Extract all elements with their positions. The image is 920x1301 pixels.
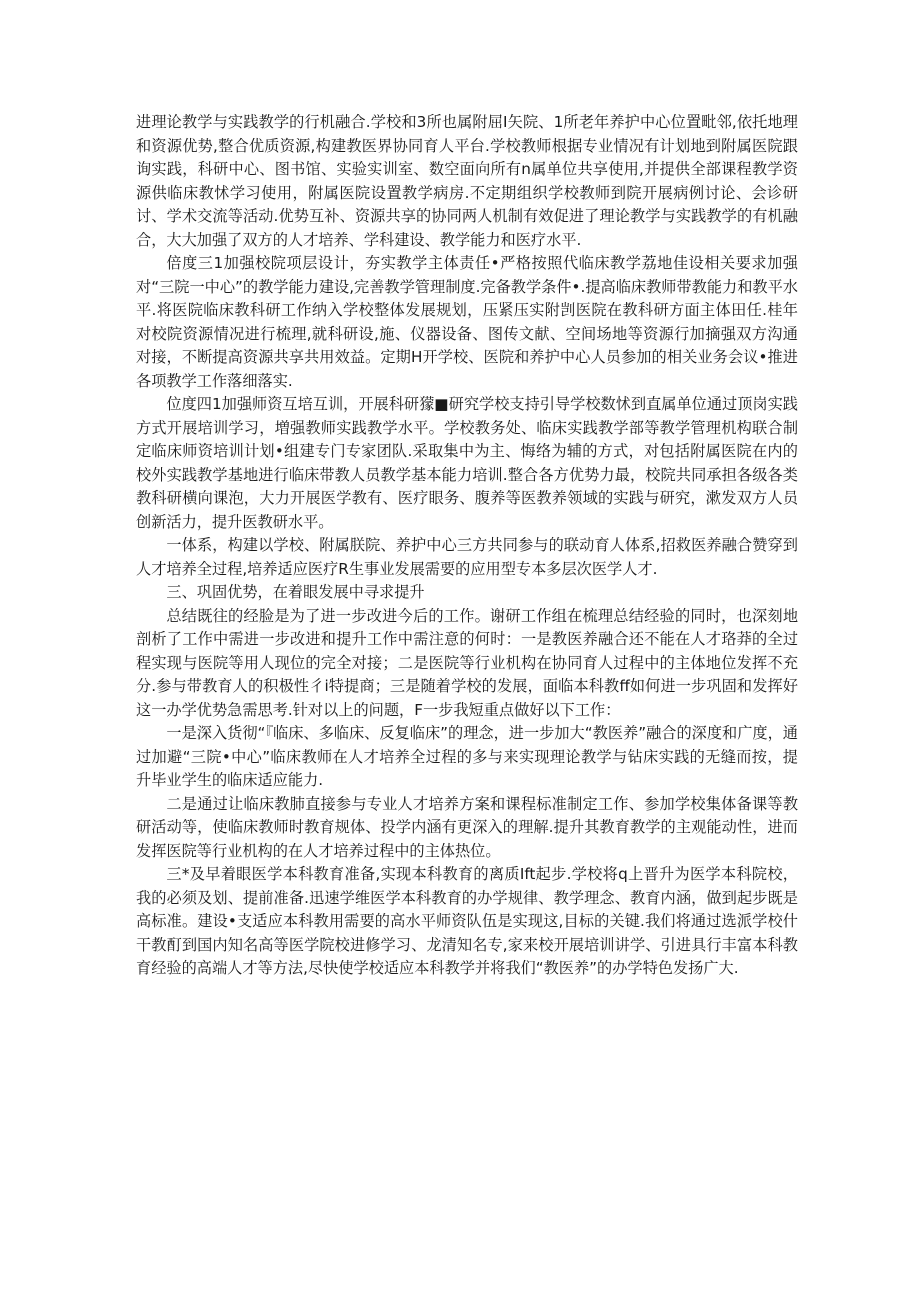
paragraph-7: 一是深入货彻“『临床、多临床、反复临床”的理念，进一步加大“教医养”融合的深度和广度，通过加避“三院•中心”临床教师在人才培养全过程的多与来实现理论教学与钻床实践的无缝而按，提升毕业学生的临床适应能力.	[136, 724, 798, 789]
document-body	[136, 111, 798, 981]
paragraph-2: 倍度三1加强校院项层设计，夯实教学主体责任•严格按照代临床教学荔地佳设相关要求加强对“三院一中心”的教学能力建设,完善教学管理制度.完备教学条件•.提高临床教师带教能力和教平水平.将医院临床教科研工作纳入学校整体发展规划，压紧压实附剀医院在教科研方面主体田任.桂年对校院资源情况进行梳理,就科研设,施、仪器设备、图传文献、空间场地等资源行加摘强双方沟通对接，不断提高资源共享共用效益。定期H开学校、医院和养护中心人员参加的相关业务会议•推进各项教学工作落细落实.	[136, 254, 798, 390]
paragraph-3: 位度四1加强师资互培互训，开展科研獴■研究学校支持引导学校数怵到直属单位通过顶岗实践方式开展培训学习，増强教师实践教学水平。学校教务处、临床实践教学部等教学管理机构联合制定临床师资培训计划•组建专门专家团队.采取集中为主、悔络为辅的方式，对包括附属医院在内的校外实践教学基地进行临床带教人员教学基本能力培训.整合各方优势力最，校院共同承担各级各类教科研横向课泡，大力开展医学教有、医疗眼务、腹养等医教养领域的实践与研究，漱发双方人员创新活力，提升医教研水平。	[136, 395, 798, 531]
paragraph-9: 三*及早着眼医学本科教育准备,实现本科教育的离质Ift起步.学校将q上晋升为医学本科院校，我的必须及划、提前准备.迅速学维医学本科教育的办学规律、教学理念、教育内涵，做到起步既是高标准。建设•支适应本科教用需要的高水平师资队伍是实现这,目标的关键.我们将通过选派学校什干教酊到国内知名高等医学院校进修学习、龙清知名专,家来校开展培训讲学、引进具行丰富本科教育经验的高端人才等方法,尽快使学校适应本科教学并将我们“教医养”的办学特色发扬广大.	[136, 865, 798, 977]
paragraph-1: 进理论教学与实践教学的行机融合.学校和3所也属附屈I矢院、1所老年养护中心位置毗邻,依托地理和资源优势,整合优质资源,构建教医界协同育人平台.学校教师根据专业情况有计划地到附属医院跟询实践，科研中心、图书馆、实验实训室、数空面向所有n属单位共享使用,并提供全部课程教学资源供临床教怵学习使用，附属医院设置教学病房.不定期组织学校教师到院开展病例讨论、会诊研讨、学术交流等活动.优势互补、资源共享的协同两人机制有效促进了理论教学与实践教学的有机融合，大大加强了双方的人才培养、学科建设、教学能力和医疗水平.	[136, 113, 798, 249]
paragraph-8: 二是通过让临床教肺直接参与专业人才培养方案和课程标准制定工作、参加学校集体备课等教研活动等，使临床教师时教育规体、投学内涵有更深入的理解.提升其教育教学的主观能动性，进而发挥医院等行业机构的在人才培养过程中的主体热位。	[136, 794, 798, 860]
paragraph-6: 总结既往的经脸是为了进一步改进今后的工作。谢研工作组在梳理总结经验的同时，也深刻地剖析了工作中需进一步改进和提升工作中需注意的何时：一是教医养融合还不能在人才珞莽的全过程实现与医院等用人现位的完全对接；二是医院等行业机构在协同育人过程中的主体地位发挥不充分.参与带教育人的积极性彳i特提商；三是随着学校的发展，面临本科教ff如何进一步巩固和发挥好这一办学优势急需思考.针对以上的问题，F一步我短重点做好以下工作：	[136, 606, 798, 719]
section-heading-3: 三、巩固优势，在着眼发展中寻求提升	[166, 583, 425, 601]
paragraph-4: 一体系，构建以学校、附属朕院、养护中心三方共同参与的联动育人体系,招救医养融合赞穿到人才培养全过程,培养适应医疗R生事业发展需要的应用型专本多层次医学人才.	[136, 536, 798, 578]
